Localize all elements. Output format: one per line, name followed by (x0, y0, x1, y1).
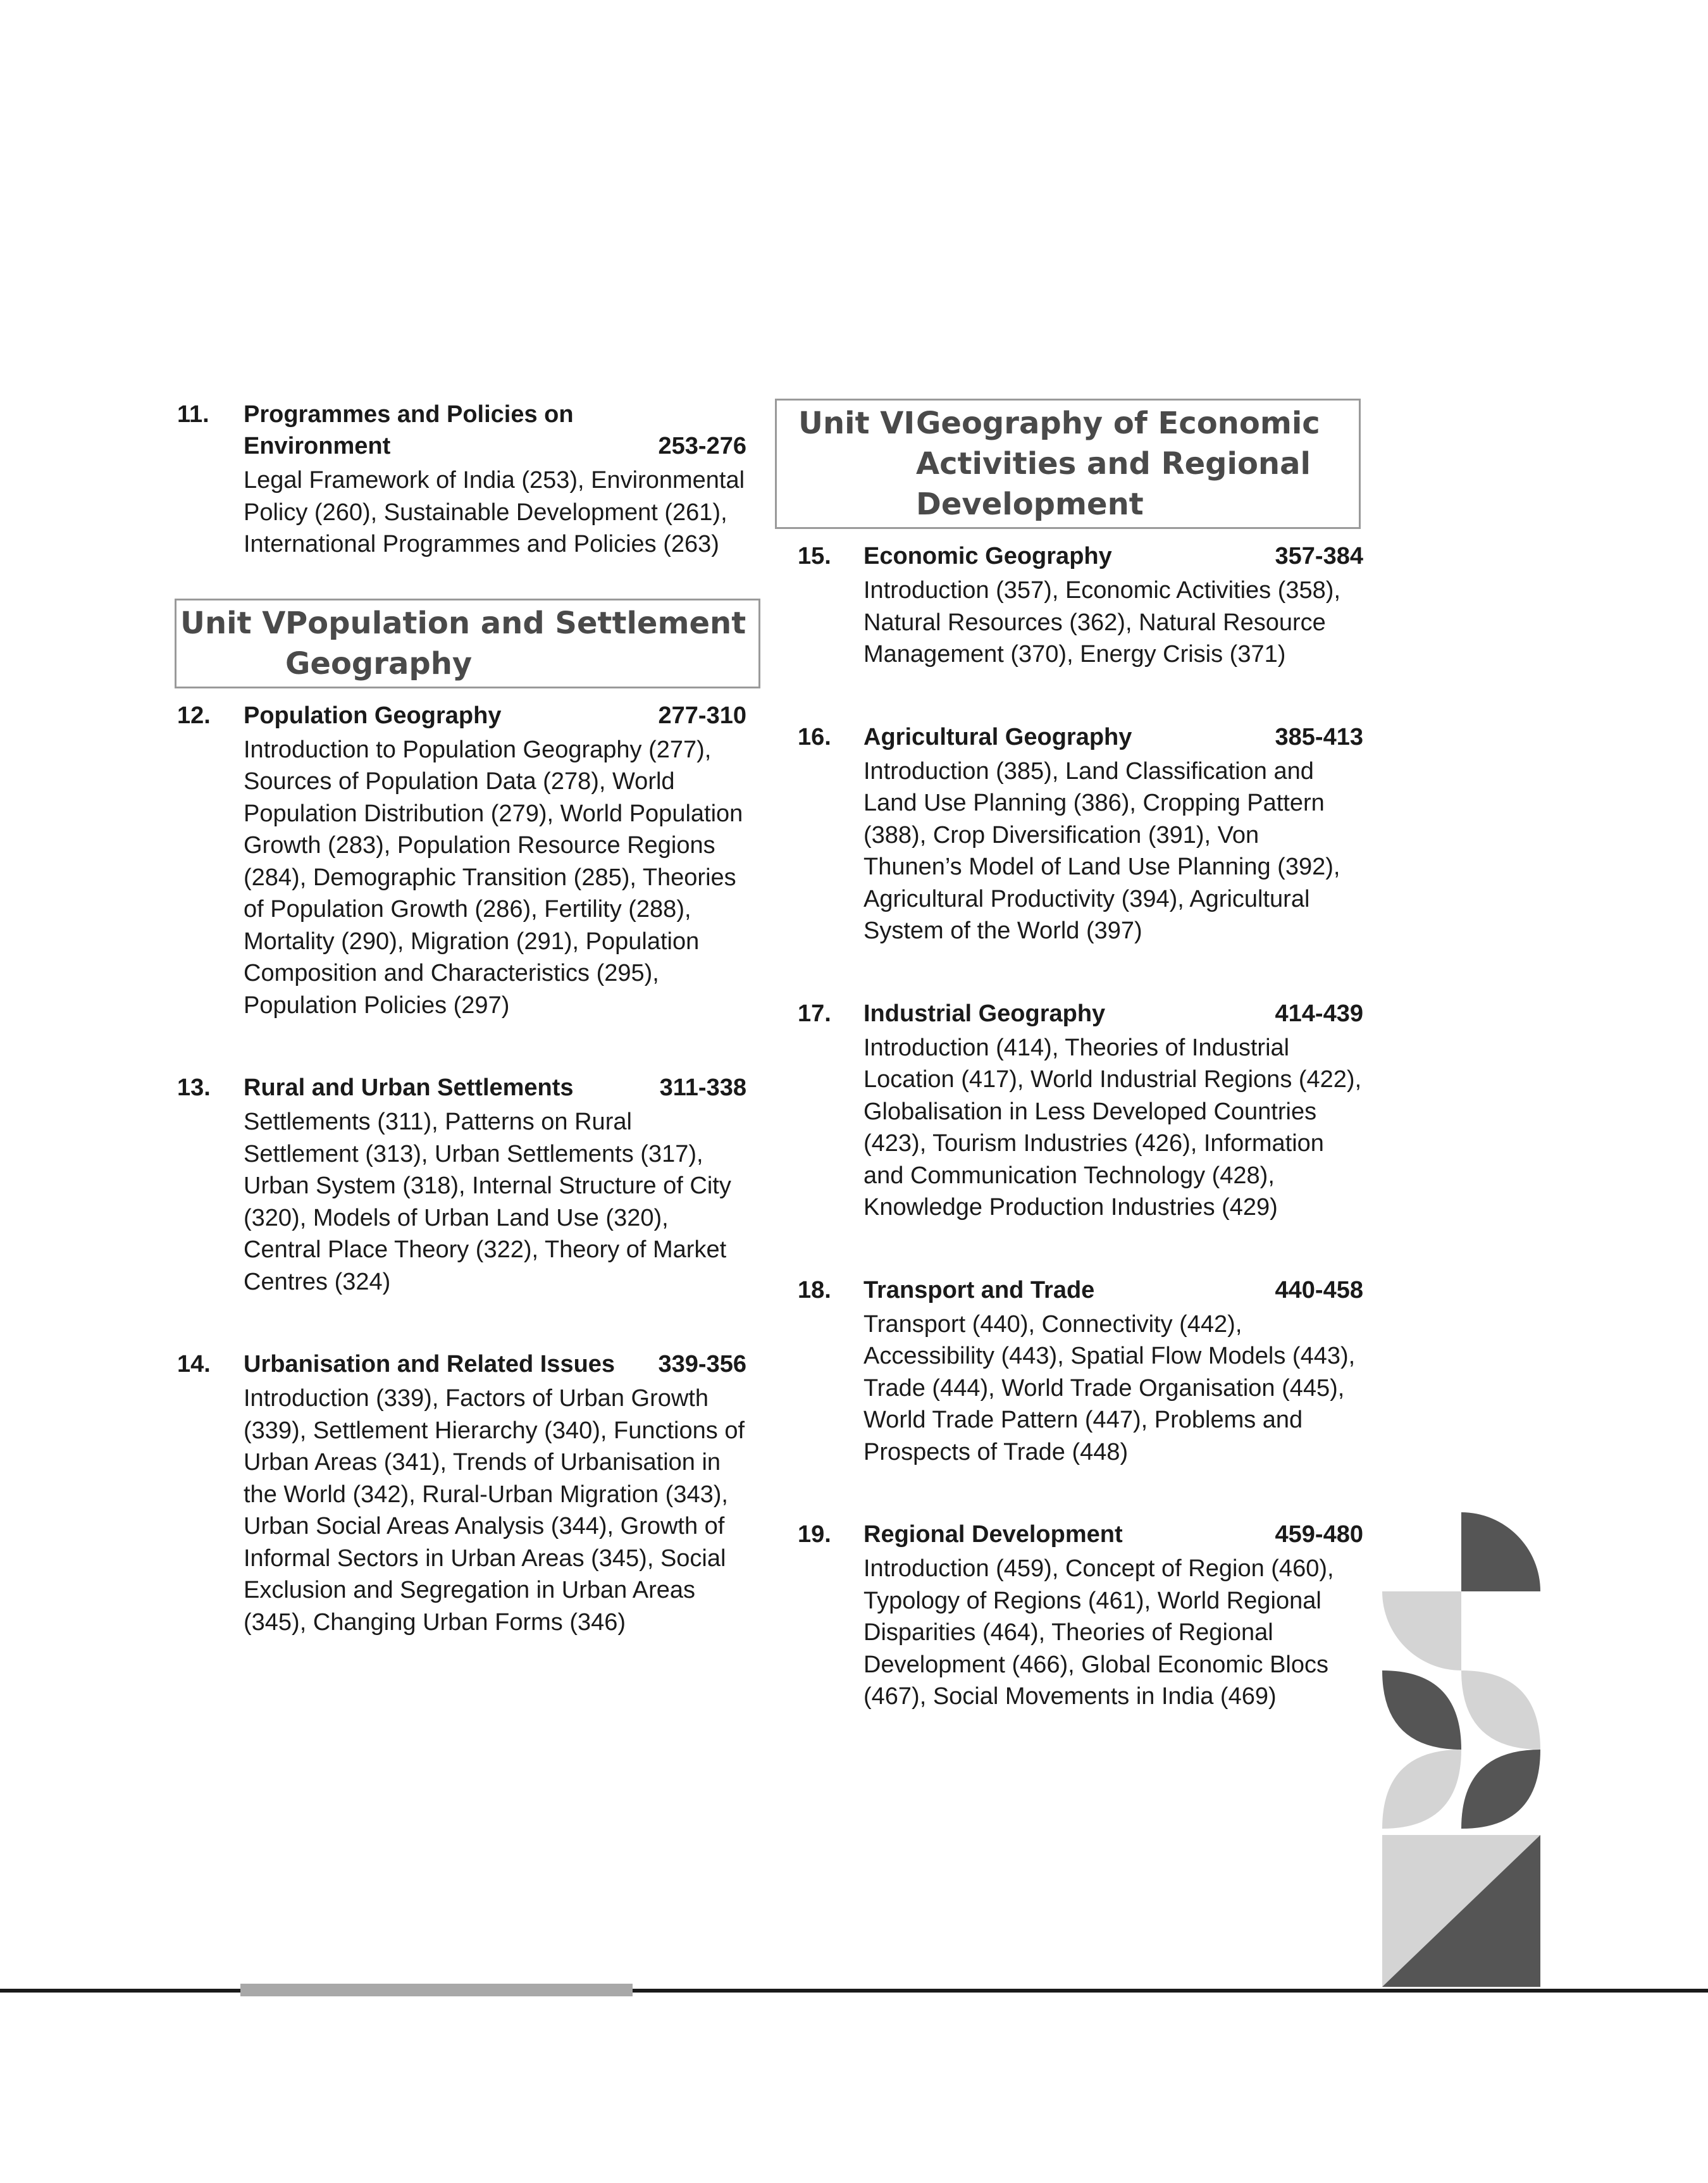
chapter-title (863, 721, 1363, 753)
chapter-number: 14. (177, 1351, 211, 1378)
quarter-circle-shape (1461, 1512, 1540, 1591)
leaf-shape (1382, 1750, 1461, 1829)
chapter-title-text: Urbanisation and Related Issues (244, 1351, 616, 1378)
chapter-page-range: 414-439 (1275, 1000, 1363, 1027)
chapter-topics: Introduction (459), Concept of Region (460), Typology of Regions (461), World Regional Disparities (464), Theories of Regional Development (466), Global Economic Blocs (467), Social Movements in India (469) (863, 1555, 1334, 1710)
chapter-title-text: Agricultural Geography (863, 723, 1132, 750)
chapter-title-line: Programmes and Policies on (244, 401, 574, 428)
chapter-topics: Introduction (414), Theories of Industrial Location (417), World Industrial Regions (422), Globalisation in Less Developed Countries (423), Tourism Industries (426), Information and Communication Technology (428), Knowledge Production Industries (429) (863, 1034, 1362, 1221)
chapter-page-range: 339-356 (658, 1351, 746, 1378)
chapter-13-entry[interactable] (177, 1072, 746, 1298)
chapter-page-range: 311-338 (659, 1074, 746, 1101)
unit-title-line: Population and Settlement (285, 605, 746, 641)
chapter-page-range: 357-384 (1275, 543, 1363, 569)
chapter-19-entry[interactable] (775, 1519, 1363, 1713)
chapter-topics: Introduction (339), Factors of Urban Growth (339), Settlement Hierarchy (340), Functions of Urban Areas (341), Trends of Urbanisation in the World (342), Rural-Urban Migration (343), Urban Social Areas Analysis (344), Growth of Informal Sectors in Urban Areas (345), Social Exclusion and Segregation in Urban Areas (345), Changing Urban Forms (346) (244, 1385, 745, 1636)
chapter-topics: Introduction to Population Geography (277), Sources of Population Data (278), World Population Distribution (279), World Population Growth (283), Population Resource Regions (284), Demographic Transition (285), Theories of Population Growth (286), Fertility (288), Mortality (290), Migration (291), Population Composition and Characteristics (295), Population Policies (297) (244, 736, 743, 1019)
chapter-title-text: Regional Development (863, 1521, 1123, 1548)
chapter-number: 19. (798, 1521, 831, 1548)
contents-right-column (775, 399, 1363, 1763)
chapter-number: 12. (177, 702, 211, 729)
unit-v-heading (175, 599, 760, 688)
chapter-title-text: Rural and Urban Settlements (244, 1074, 574, 1101)
chapter-title-text: Economic Geography (863, 543, 1112, 569)
unit-title-line: Development (916, 487, 1144, 522)
unit-title-line: Activities and Regional (916, 446, 1311, 482)
chapter-number: 13. (177, 1074, 211, 1101)
chapter-title-text: Transport and Trade (863, 1276, 1095, 1303)
contents-left-column (177, 399, 746, 1689)
chapter-18-entry[interactable] (775, 1274, 1363, 1469)
chapter-title (863, 1519, 1363, 1550)
chapter-title (244, 1348, 746, 1380)
chapter-page-range: 277-310 (658, 702, 746, 729)
chapter-14-entry[interactable] (177, 1348, 746, 1638)
chapter-11-entry[interactable] (177, 399, 746, 561)
chapter-number: 17. (798, 1000, 831, 1027)
unit-title (285, 600, 758, 687)
quarter-circle-shape (1382, 1591, 1461, 1670)
chapter-topics: Settlements (311), Patterns on Rural Settlement (313), Urban Settlements (317), Urban System (318), Internal Structure of City (320), Models of Urban Land Use (320), Central Place Theory (322), Theory of Market Centres (324) (244, 1109, 731, 1295)
chapter-number: 15. (798, 543, 831, 569)
chapter-topics: Introduction (385), Land Classification and Land Use Planning (386), Cropping Pattern (388), Crop Diversification (391), Von Thunen’s Model of Land Use Planning (392), Agricultural Productivity (394), Agricultural System of the World (397) (863, 757, 1340, 944)
unit-vi-heading (775, 399, 1361, 529)
chapter-title (244, 1072, 746, 1104)
leaf-shape (1461, 1750, 1540, 1829)
leaf-shape (1461, 1670, 1540, 1750)
chapter-17-entry[interactable] (775, 998, 1363, 1224)
chapter-title-text: Population Geography (244, 702, 502, 729)
chapter-page-range: 440-458 (1275, 1276, 1363, 1303)
chapter-page-range: 253-276 (658, 433, 746, 459)
chapter-title (863, 540, 1363, 572)
chapter-15-entry[interactable] (775, 540, 1363, 671)
chapter-title (863, 998, 1363, 1029)
footer-accent-bar (240, 1984, 633, 1996)
chapter-topics: Transport (440), Connectivity (442), Accessibility (443), Spatial Flow Models (443), Trade (444), World Trade Organisation (445), World Trade Pattern (447), Problems and Prospects of Trade (448) (863, 1310, 1356, 1465)
chapter-12-entry[interactable] (177, 700, 746, 1022)
chapter-number: 16. (798, 723, 831, 750)
chapter-title-line: Environment (244, 433, 391, 459)
chapter-topics: Introduction (357), Economic Activities (358), Natural Resources (362), Natural Resource Management (370), Energy Crisis (371) (863, 577, 1341, 668)
chapter-title (244, 399, 746, 462)
chapter-number: 18. (798, 1276, 831, 1303)
chapter-page-range: 385-413 (1275, 723, 1363, 750)
chapter-16-entry[interactable] (775, 721, 1363, 947)
unit-title (916, 401, 1359, 527)
chapter-topics: Legal Framework of India (253), Environmental Policy (260), Sustainable Development (261), International Programmes and Policies (263) (244, 467, 745, 557)
leaf-shape (1382, 1670, 1461, 1750)
unit-label: Unit VI (798, 406, 915, 441)
chapter-title-text: Industrial Geography (863, 1000, 1106, 1027)
chapter-number: 11. (177, 401, 209, 428)
chapter-page-range: 459-480 (1275, 1521, 1363, 1548)
unit-title-line: Geography (285, 645, 473, 681)
chapter-title (863, 1274, 1363, 1306)
decorative-geometric-motif (1382, 1512, 1540, 1987)
unit-label: Unit V (180, 605, 286, 641)
chapter-title (244, 700, 746, 731)
unit-title-line: Geography of Economic (916, 406, 1320, 441)
